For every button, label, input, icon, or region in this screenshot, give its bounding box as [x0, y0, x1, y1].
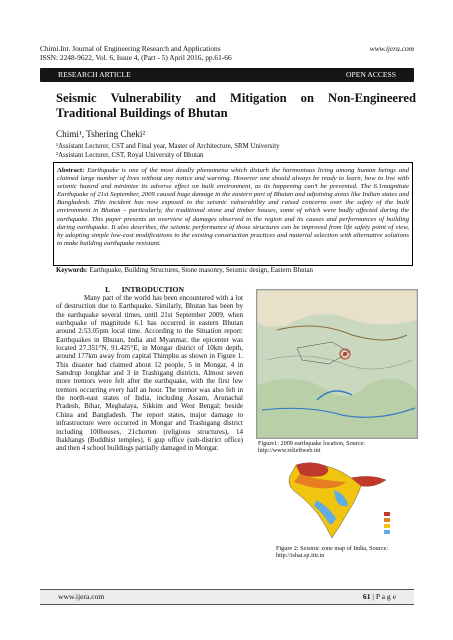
title-word: Seismic — [56, 91, 97, 105]
introduction-body — [56, 294, 243, 453]
issn-line: ISSN: 2248-9622, Vol. 6, Issue 4, (Part - 5) April 2016, pp.61-66 — [40, 53, 232, 62]
earthquake-location-map-image — [257, 290, 417, 438]
research-article-label: RESEARCH ARTICLE — [58, 70, 131, 79]
title-line-1 — [56, 91, 416, 106]
seismic-zone-map-image — [256, 460, 416, 542]
open-access-label: OPEN ACCESS — [345, 70, 396, 79]
introduction-paragraph: Many part of the world has been encountered with a lot of destruction due to Earthquake. Similarly, Bhutan has been by the earthquake several times, until 21st September 2009, when earthquake of magnitude 6.1 has occurred in eastern Bhutan around 2:53.05pm local time. According to the Situation report: Earthquakes in Bhutan, India and Myanmar, the epicenter was located 27.351°N, 91.425°E, in Mongar district of 10km depth, around 177km away from capital Thimphu as shown in Figure 1. This disaster had claimed about 12 people, 5 in Mongar, 4 in Samdrup Jongkhar and 3 in Trashigang districts. Almost seven more tremors were felt after the earthquake, with the first few tremors occurring every half an hour. The tremor was also felt in the north-east states of India, including Assam, Arunachal Pradesh, Bihar, Meghalaya, Sikkim and West Bengal; beside China and Bangladesh. The report states, major damage to infrastructure were occurred in Mongar and Trashigang district including 100houses, 21chorten (religious structures), 14 lhakhangs (Buddhist temples), 6 gup office (sub-district office) and then 4 school buildings partially damaged in Mongar. — [56, 294, 243, 453]
title-line-2: Traditional Buildings of Bhutan — [56, 106, 228, 120]
affiliation-2: ²Assistant Lecturer, CST, Royal University of Bhutan — [56, 151, 204, 159]
page-footer — [40, 589, 414, 605]
section-heading-introduction: I. INTRODUCTION — [105, 285, 185, 294]
keywords-label: Keywords — [56, 267, 86, 274]
keywords-text: : Earthquake, Building Structures, Stone masonry, Seismic design, Eastern Bhutan — [85, 267, 313, 274]
affiliations — [56, 143, 280, 160]
journal-header — [40, 44, 414, 62]
title-word: and — [195, 91, 216, 105]
journal-line: Chimi.Int. Journal of Engineering Research and Applications — [40, 44, 221, 53]
abstract-text: Earthquake is one of the most deadly phenomena which disturb the harmonious living among human beings and claimed large number of lives without any notice and warning. However one should always be ready to learn, how to live with seismic hazard and minimize its adverse effect on built environment, as its happening can’t be prevented. The 6.1magnitute Earthquake of 21st September, 2009 caused huge damage in the eastern part of Bhutan and adjoining areas like Indian states and Bangladesh. This incident has now exposed to the seismic vulnerability and raised concerns over the safety of the built environment in Bhutan – particularly, the traditional stone and timber houses, some of which were badly affected during the earthquake. This paper presents an overview of damages observed in the region and its causes and performances of building during earthquake. It also describes, the seismic performance of those structures can be improved from life safety point of view, by adopting simple low-cost modifications to the existing construction practices and material selection with alternative solutions to make building earthquake resistant. — [57, 167, 409, 247]
affiliation-1: ¹Assistant Lecturer, CST and Final year, Master of Architecture, SRM University — [56, 143, 280, 150]
author-list: Chimi¹, Tshering Cheki² — [56, 129, 146, 139]
article-type-band — [40, 68, 414, 82]
abstract-label: Abstract: — [57, 167, 85, 174]
figure-2-caption: Figure 2: Seismic zone map of India, Source: http://ishat.sp.iitr.in — [276, 545, 389, 560]
figure-2-map — [256, 460, 416, 542]
footer-website[interactable]: www.ijera.com — [58, 592, 105, 601]
title-word: Mitigation — [229, 91, 287, 105]
figure-1-caption: Figure1: 2009 earthquake location, Source: http://www.relieftweb.int — [258, 440, 366, 455]
figure-1-map — [256, 289, 418, 439]
title-word: on — [300, 91, 314, 105]
title-word: Non-Engineered — [328, 91, 416, 105]
abstract-box — [53, 162, 413, 266]
keywords — [56, 267, 416, 275]
title-word: Vulnerability — [110, 91, 182, 105]
page-number — [363, 590, 396, 604]
paper-title — [56, 91, 416, 121]
journal-website[interactable]: www.ijera.com — [369, 44, 414, 53]
page-number-value: 61 — [362, 592, 371, 601]
page-suffix: | P a g e — [372, 592, 396, 601]
